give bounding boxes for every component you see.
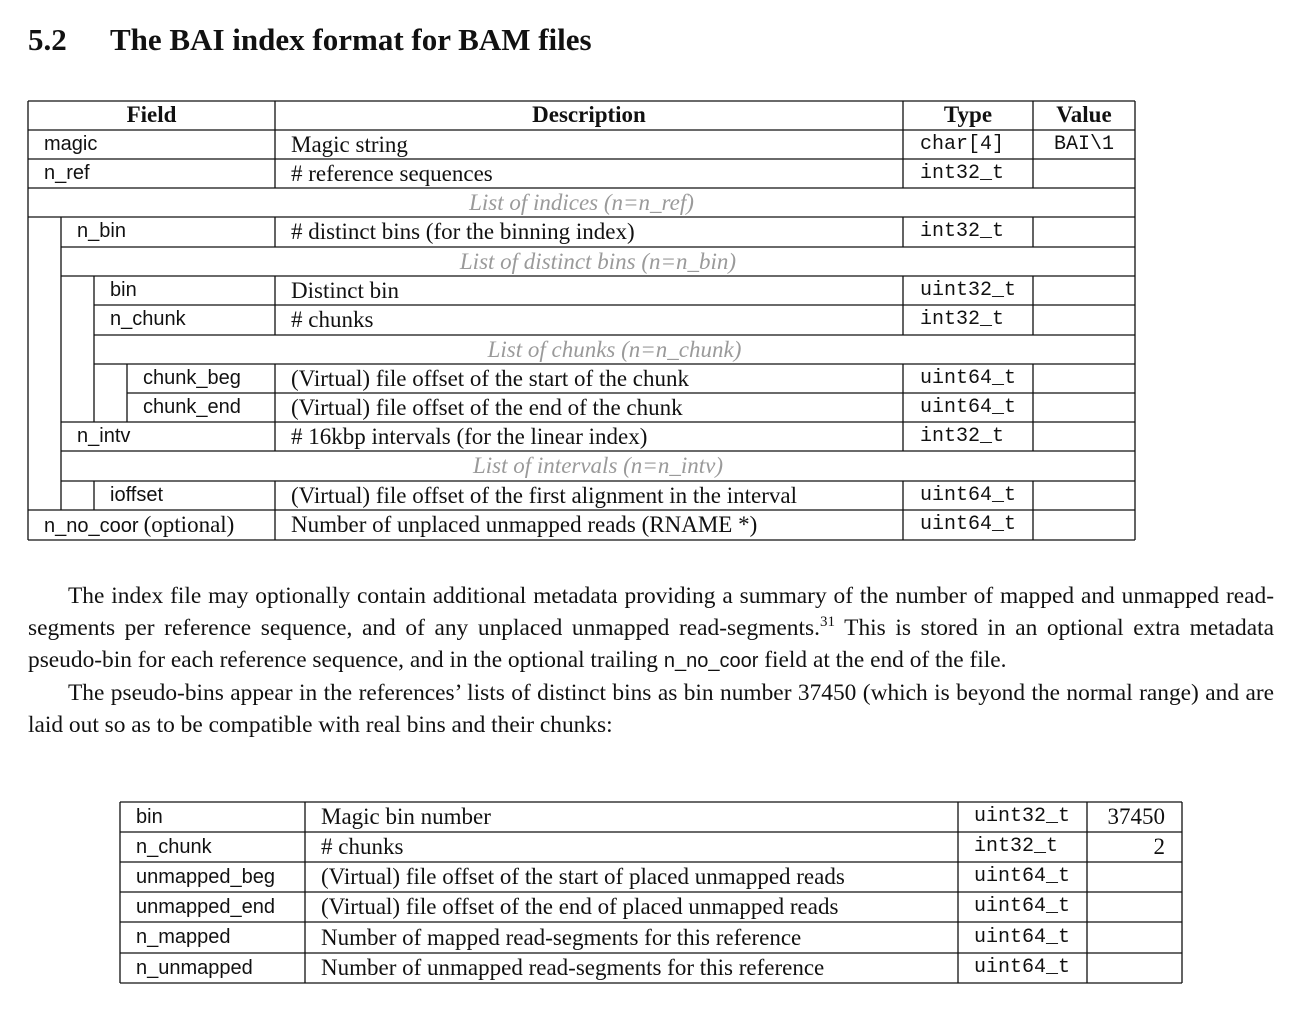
t1-field-n-ref: n_ref [44, 162, 90, 184]
t2-desc-n-unmapped: Number of unmapped read-segments for this reference [321, 955, 825, 980]
t2-field-n-chunk: n_chunk [136, 836, 212, 858]
t1-type-n-intv: int32_t [920, 425, 1005, 448]
paragraph-1 [28, 580, 1274, 677]
t1-type-magic: char[4] [920, 133, 1005, 156]
t1-type-ioffset: uint64_t [920, 484, 1017, 507]
t1-desc-magic: Magic string [291, 132, 408, 157]
t1-subheader-indices: List of indices (n=n_ref) [469, 190, 694, 215]
t1-desc-n-bin: # distinct bins (for the binning index) [291, 219, 635, 244]
t2-type-n-chunk: int32_t [974, 835, 1059, 858]
t1-field-n-intv: n_intv [77, 425, 131, 447]
body-text [28, 580, 1274, 741]
t2-field-n-mapped: n_mapped [136, 926, 231, 948]
t2-value-bin: 37450 [1107, 804, 1165, 829]
t1-type-chunk-end: uint64_t [920, 396, 1017, 419]
section-number: 5.2 [28, 22, 67, 57]
t2-type-unmapped-end: uint64_t [974, 895, 1071, 918]
t1-field-chunk-end: chunk_end [143, 396, 241, 418]
t2-value-n-chunk: 2 [1153, 834, 1165, 859]
table1-header-field: Field [126, 102, 177, 127]
t1-field-n-no-coor-cell [44, 510, 234, 539]
t2-type-n-mapped: uint64_t [974, 926, 1071, 949]
t1-type-n-no-coor: uint64_t [920, 513, 1017, 536]
table1-header-value: Value [1056, 102, 1112, 127]
t1-type-n-chunk: int32_t [920, 308, 1005, 331]
t1-field-chunk-beg: chunk_beg [143, 367, 241, 389]
t1-desc-bin: Distinct bin [291, 278, 399, 303]
t1-subheader-intervals: List of intervals (n=n_intv) [473, 453, 723, 478]
t1-field-n-chunk: n_chunk [110, 308, 186, 330]
t1-subheader-chunks: List of chunks (n=n_chunk) [487, 337, 742, 362]
t1-field-ioffset: ioffset [110, 484, 163, 506]
t2-desc-bin: Magic bin number [321, 804, 491, 829]
t1-value-magic: BAI\1 [1053, 133, 1114, 156]
t1-type-n-ref: int32_t [920, 162, 1005, 185]
t1-field-bin: bin [110, 279, 137, 301]
t2-type-n-unmapped: uint64_t [974, 956, 1071, 979]
t2-type-unmapped-beg: uint64_t [974, 865, 1071, 888]
table1-header-description: Description [532, 102, 646, 127]
table1-header-type: Type [943, 102, 993, 127]
t2-desc-unmapped-beg: (Virtual) file offset of the start of placed unmapped reads [321, 864, 845, 889]
t2-field-n-unmapped: n_unmapped [136, 957, 253, 979]
paragraph-1-field-ref: n_no_coor [663, 650, 759, 672]
t1-field-n-no-coor: n_no_coor [44, 515, 139, 537]
t1-field-n-no-coor-suffix: (optional) [143, 512, 235, 537]
t1-type-bin: uint32_t [920, 279, 1017, 302]
t2-type-bin: uint32_t [974, 805, 1071, 828]
t1-type-n-bin: int32_t [920, 220, 1005, 243]
t1-desc-ioffset: (Virtual) file offset of the first alignment in the interval [291, 483, 797, 508]
section-title: The BAI index format for BAM files [110, 22, 592, 57]
t1-subheader-bins: List of distinct bins (n=n_bin) [459, 249, 737, 274]
t2-field-unmapped-end: unmapped_end [136, 896, 276, 918]
t1-field-magic: magic [44, 133, 98, 155]
paragraph-2: The pseudo-bins appear in the references’ lists of distinct bins as bin number 37450 (which is beyond the normal range) and are laid out so as to be compatible with real bins and their chunks: [28, 680, 1274, 738]
t1-desc-n-no-coor: Number of unplaced unmapped reads (RNAME *) [291, 512, 758, 537]
t2-field-bin: bin [136, 806, 163, 828]
t1-type-chunk-beg: uint64_t [920, 367, 1017, 390]
t2-desc-unmapped-end: (Virtual) file offset of the end of placed unmapped reads [321, 894, 839, 919]
t2-desc-n-chunk: # chunks [321, 834, 404, 859]
t1-desc-chunk-beg: (Virtual) file offset of the start of the chunk [291, 366, 690, 391]
t1-desc-n-intv: # 16kbp intervals (for the linear index) [291, 424, 648, 449]
t2-desc-n-mapped: Number of mapped read-segments for this reference [321, 925, 802, 950]
t1-desc-chunk-end: (Virtual) file offset of the end of the chunk [291, 395, 683, 420]
t1-field-n-bin: n_bin [77, 220, 126, 242]
footnote-marker[interactable]: 31 [819, 614, 835, 631]
t1-desc-n-ref: # reference sequences [291, 161, 493, 186]
paragraph-1-text3: field at the end of the file. [764, 647, 1007, 673]
t2-field-unmapped-beg: unmapped_beg [136, 866, 276, 888]
t1-desc-n-chunk: # chunks [291, 307, 374, 332]
paragraph-1-text: The index file may optionally contain additional metadata providing a summary of the number of mapped and unmapped read-segments per reference sequence, and of any unplaced unmapped read-segments. [28, 583, 1274, 641]
paragraph-1-text2: This is stored in an optional extra metadata pseudo-bin for each reference sequence, and in the optional trailing [28, 615, 1274, 673]
